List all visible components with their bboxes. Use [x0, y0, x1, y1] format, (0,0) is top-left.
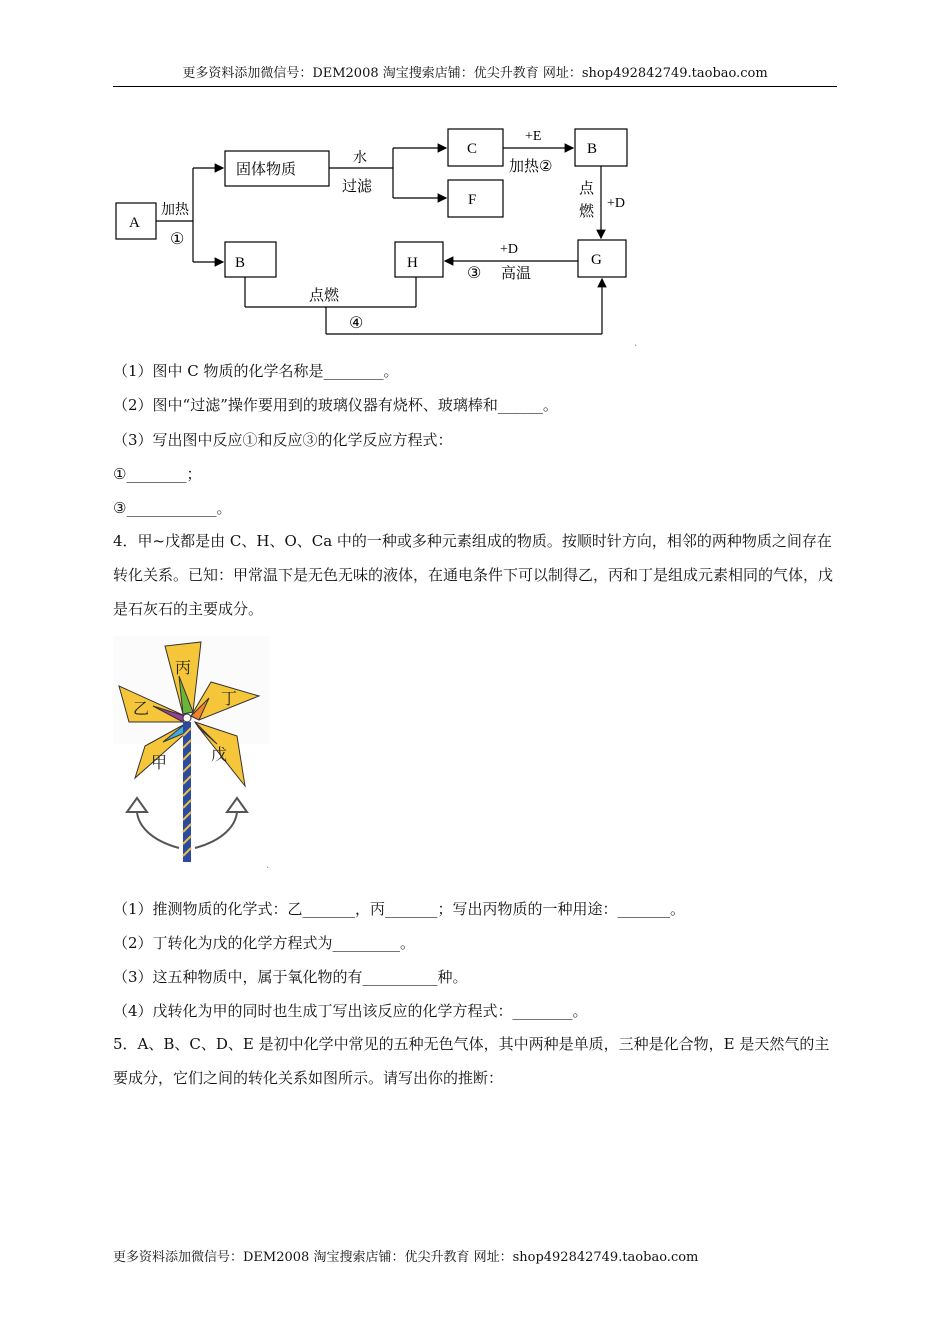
box-c-label: C: [467, 141, 478, 157]
reaction-flowchart: [113, 118, 653, 348]
label-step1: ①: [170, 231, 185, 248]
q3-line-5: ③____________。: [113, 499, 232, 517]
pinwheel-diagram: [113, 636, 273, 868]
box-b-top: [575, 129, 627, 166]
label-step3: ③: [467, 265, 482, 282]
box-h: [395, 242, 443, 277]
label-step4: ④: [349, 315, 364, 332]
box-b-bottom: [225, 242, 276, 277]
label-ignite-bottom: 点燃: [309, 286, 340, 304]
q3-line-4: ①________；: [113, 465, 202, 483]
q4-line-4: （4）戊转化为甲的同时也生成丁写出该反应的化学方程式：________。: [113, 1002, 588, 1020]
label-heat: 加热: [161, 202, 189, 218]
pinwheel-label-bing: 丙: [175, 658, 192, 677]
box-g: [578, 240, 626, 277]
box-f-label: F: [468, 192, 477, 208]
box-g-label: G: [591, 252, 602, 268]
pinwheel-label-ding: 丁: [221, 689, 238, 708]
label-water: 水: [353, 150, 367, 166]
pinwheel-label-wu: 戊: [211, 745, 228, 764]
pinwheel-label-jia: 甲: [151, 753, 168, 772]
decorative-dot: .: [266, 860, 270, 871]
q3-line-3: （3）写出图中反应①和反应③的化学反应方程式：: [113, 431, 453, 449]
page-footer: 更多资料添加微信号：DEM2008 淘宝搜索店铺：优尖升教育 网址：shop492842749.taobao.com: [113, 1250, 699, 1265]
q4-line-3: （3）这五种物质中，属于氧化物的有__________种。: [113, 968, 468, 986]
box-b-bottom-label: B: [235, 255, 246, 271]
box-solid-label: 固体物质: [236, 160, 297, 178]
decorative-dot: .: [634, 338, 638, 349]
page-header: 更多资料添加微信号：DEM2008 淘宝搜索店铺：优尖升教育 网址：shop492842749.taobao.com: [113, 64, 837, 87]
label-plus-d-v: +D: [607, 196, 626, 211]
box-a-label: A: [129, 215, 140, 231]
q3-line-1: （1）图中 C 物质的化学名称是________。: [113, 362, 399, 380]
label-plus-d-h: +D: [500, 242, 519, 257]
q4-line-1: （1）推测物质的化学式：乙_______，丙_______；写出丙物质的一种用途：_______。: [113, 900, 686, 918]
label-ignite-v2: 燃: [579, 202, 595, 220]
q5-stem: 5．A、B、C、D、E 是初中化学中常见的五种无色气体，其中两种是单质，三种是化合物，E 是天然气的主要成分，它们之间的转化关系如图所示。请写出你的推断：: [113, 1035, 830, 1087]
box-b-top-label: B: [587, 141, 598, 157]
box-h-label: H: [407, 255, 418, 271]
label-filter: 过滤: [342, 177, 373, 195]
label-heat2: 加热②: [509, 157, 553, 175]
q4-stem: 4．甲~戊都是由 C、H、O、Ca 中的一种或多种元素组成的物质。按顺时针方向，相邻的两种物质之间存在转化关系。已知：甲常温下是无色无味的液体，在通电条件下可以制得乙，丙和丁是组成元素相同的气体，戊是石灰石的主要成分。: [113, 532, 834, 618]
pinwheel-label-yi: 乙: [133, 699, 150, 718]
label-high-temp: 高温: [501, 264, 532, 282]
q3-line-2: （2）图中“过滤”操作要用到的玻璃仪器有烧杯、玻璃棒和______。: [113, 396, 558, 414]
label-plus-e: +E: [525, 129, 542, 144]
q4-line-2: （2）丁转化为戊的化学方程式为_________。: [113, 934, 416, 952]
label-ignite-v1: 点: [579, 179, 595, 197]
